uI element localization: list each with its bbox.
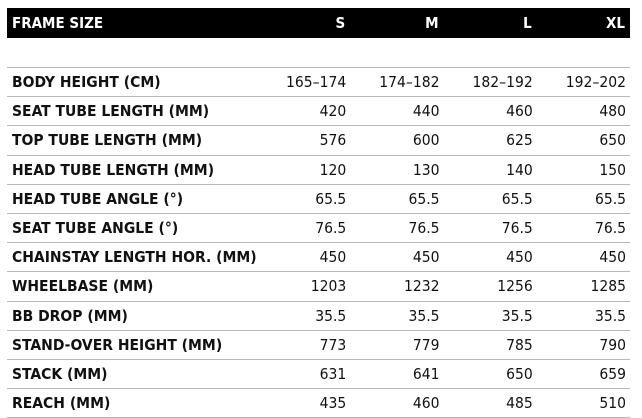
value-cell-l: 76.5 — [444, 213, 537, 242]
value-cell-l: 485 — [444, 389, 537, 418]
value-cell-xl: 192–202 — [537, 68, 630, 97]
value-cell-l: 1256 — [444, 272, 537, 301]
table-row-chainstay-length-hor-mm — [7, 243, 630, 272]
value-cell-l: 785 — [444, 330, 537, 359]
size-header-m: M — [350, 8, 443, 38]
value-cell-xl: 1285 — [537, 272, 630, 301]
geometry-table — [7, 8, 630, 418]
value-cell-m: 600 — [350, 126, 443, 155]
value-cell-m: 65.5 — [350, 184, 443, 213]
value-cell-m: 440 — [350, 97, 443, 126]
value-cell-s: 76.5 — [257, 213, 350, 242]
value-cell-l: 650 — [444, 359, 537, 388]
table-row-body-height-cm — [7, 68, 630, 97]
value-cell-m: 641 — [350, 359, 443, 388]
value-cell-l: 140 — [444, 155, 537, 184]
value-cell-s: 35.5 — [257, 301, 350, 330]
value-cell-xl: 450 — [537, 243, 630, 272]
header-row — [7, 8, 630, 38]
header-spacer-row — [7, 38, 630, 68]
value-cell-s: 773 — [257, 330, 350, 359]
value-cell-s: 65.5 — [257, 184, 350, 213]
table-row-head-tube-length-mm — [7, 155, 630, 184]
value-cell-xl: 480 — [537, 97, 630, 126]
table-body — [7, 38, 630, 418]
table-row-seat-tube-angle — [7, 213, 630, 242]
table-row-head-tube-angle — [7, 184, 630, 213]
table-row-seat-tube-length-mm — [7, 97, 630, 126]
table-row-wheelbase-mm — [7, 272, 630, 301]
value-cell-xl: 659 — [537, 359, 630, 388]
row-label: REACH (MM) — [7, 389, 257, 418]
row-label: TOP TUBE LENGTH (MM) — [7, 126, 257, 155]
table-row-top-tube-length-mm — [7, 126, 630, 155]
value-cell-s: 165–174 — [257, 68, 350, 97]
row-label: SEAT TUBE LENGTH (MM) — [7, 97, 257, 126]
spacer-cell — [7, 38, 630, 68]
value-cell-m: 1232 — [350, 272, 443, 301]
value-cell-m: 779 — [350, 330, 443, 359]
value-cell-s: 450 — [257, 243, 350, 272]
row-label: HEAD TUBE ANGLE (°) — [7, 184, 257, 213]
table-row-reach-mm — [7, 389, 630, 418]
value-cell-m: 460 — [350, 389, 443, 418]
value-cell-xl: 76.5 — [537, 213, 630, 242]
row-label: SEAT TUBE ANGLE (°) — [7, 213, 257, 242]
row-label: BB DROP (MM) — [7, 301, 257, 330]
value-cell-l: 460 — [444, 97, 537, 126]
value-cell-l: 450 — [444, 243, 537, 272]
frame-size-header: FRAME SIZE — [7, 8, 257, 38]
value-cell-l: 35.5 — [444, 301, 537, 330]
value-cell-m: 35.5 — [350, 301, 443, 330]
value-cell-s: 120 — [257, 155, 350, 184]
table-header — [7, 8, 630, 38]
value-cell-s: 420 — [257, 97, 350, 126]
value-cell-s: 1203 — [257, 272, 350, 301]
row-label: CHAINSTAY LENGTH HOR. (MM) — [7, 243, 257, 272]
table-row-stand-over-height-mm — [7, 330, 630, 359]
value-cell-s: 631 — [257, 359, 350, 388]
value-cell-xl: 510 — [537, 389, 630, 418]
value-cell-xl: 35.5 — [537, 301, 630, 330]
value-cell-l: 182–192 — [444, 68, 537, 97]
row-label: BODY HEIGHT (CM) — [7, 68, 257, 97]
row-label: STACK (MM) — [7, 359, 257, 388]
value-cell-l: 65.5 — [444, 184, 537, 213]
row-label: HEAD TUBE LENGTH (MM) — [7, 155, 257, 184]
value-cell-m: 174–182 — [350, 68, 443, 97]
value-cell-l: 625 — [444, 126, 537, 155]
table-row-bb-drop-mm — [7, 301, 630, 330]
value-cell-xl: 650 — [537, 126, 630, 155]
value-cell-s: 435 — [257, 389, 350, 418]
value-cell-s: 576 — [257, 126, 350, 155]
value-cell-xl: 790 — [537, 330, 630, 359]
size-header-s: S — [257, 8, 350, 38]
table-row-stack-mm — [7, 359, 630, 388]
size-header-xl: XL — [537, 8, 630, 38]
size-header-l: L — [444, 8, 537, 38]
value-cell-xl: 150 — [537, 155, 630, 184]
value-cell-m: 130 — [350, 155, 443, 184]
row-label: STAND-OVER HEIGHT (MM) — [7, 330, 257, 359]
value-cell-xl: 65.5 — [537, 184, 630, 213]
value-cell-m: 76.5 — [350, 213, 443, 242]
row-label: WHEELBASE (MM) — [7, 272, 257, 301]
value-cell-m: 450 — [350, 243, 443, 272]
